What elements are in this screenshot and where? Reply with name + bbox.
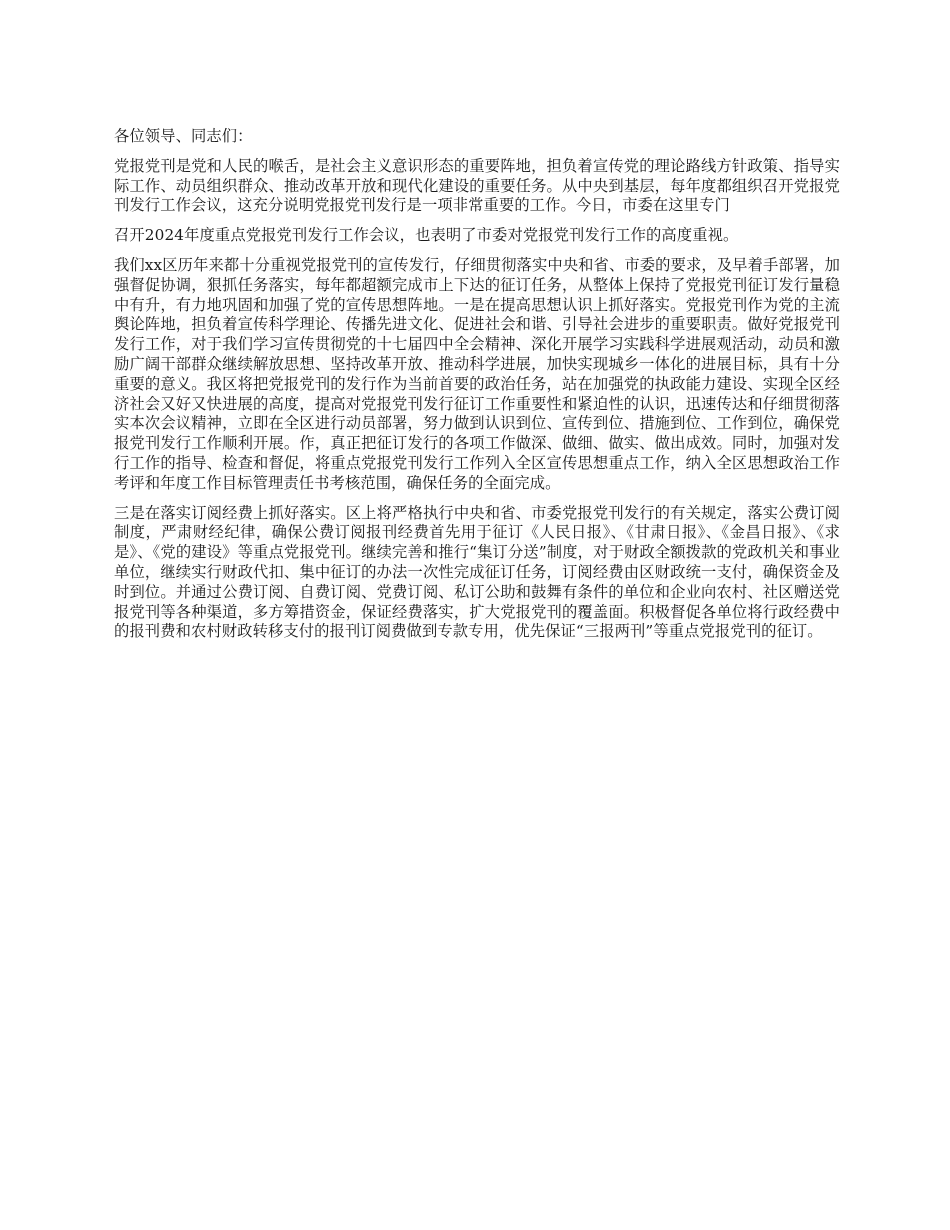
paragraph-funding: 三是在落实订阅经费上抓好落实。区上将严格执行中央和省、市委党报党刊发行的有关规定，落实公费订阅制度，严肃财经纪律，确保公费订阅报刊经费首先用于征订《人民日报》、《甘肃日报》、《金昌日报》、《求是》、《党的建设》等重点党报党刊。继续完善和推行“集订分送”制度，对于财政全额拨款的党政机关和事业单位，继续实行财政代扣、集中征订的办法一次性完成征订任务，订阅经费由区财政统一支付，确保资金及时到位。并通过公费订阅、自费订阅、党费订阅、私订公助和鼓舞有条件的单位和企业向农村、社区赠送党报党刊等各种渠道，多方筹措资金，保证经费落实，扩大党报党刊的覆盖面。积极督促各单位将行政经费中的报刊费和农村财政转移支付的报刊订阅费做到专款专用，优先保证“三报两刊”等重点党报党刊的征订。 xyxy=(114,503,840,641)
document-page xyxy=(114,127,840,652)
paragraph-meeting: 召开2024年度重点党报党刊发行工作会议，也表明了市委对党报党刊发行工作的高度重视。 xyxy=(114,226,739,245)
paragraph-intro: 党报党刊是党和人民的喉舌，是社会主义意识形态的重要阵地，担负着宣传党的理论路线方针政策、指导实际工作、动员组织群众、推动改革开放和现代化建设的重要任务。从中央到基层，每年度都组织召开党报党刊发行工作会议，这充分说明党报党刊发行是一项非常重要的工作。今日，市委在这里专门 xyxy=(114,156,840,215)
paragraph-district: 我们xx区历年来都十分重视党报党刊的宣传发行，仔细贯彻落实中央和省、市委的要求，及早着手部署，加强督促协调，狠抓任务落实，每年都超额完成市上下达的征订任务，从整体上保持了党报党刊征订发行量稳中有升，有力地巩固和加强了党的宣传思想阵地。一是在提高思想认识上抓好落实。党报党刊作为党的主流舆论阵地，担负着宣传科学理论、传播先进文化、促进社会和谐、引导社会进步的重要职责。做好党报党刊发行工作，对于我们学习宣传贯彻党的十七届四中全会精神、深化开展学习实践科学进展观活动，动员和激励广阔干部群众继续解放思想、坚持改革开放、推动科学进展，加快实现城乡一体化的进展目标，具有十分重要的意义。我区将把党报党刊的发行作为当前首要的政治任务，站在加强党的执政能力建设、实现全区经济社会又好又快进展的高度，提高对党报党刊发行征订工作重要性和紧迫性的认识，迅速传达和仔细贯彻落实本次会议精神，立即在全区进行动员部署，努力做到认识到位、宣传到位、措施到位、工作到位，确保党报党刊发行工作顺利开展。作，真正把征订发行的各项工作做深、做细、做实、做出成效。同时，加强对发行工作的指导、检查和督促，将重点党报党刊发行工作列入全区宣传思想重点工作，纳入全区思想政治工作考评和年度工作目标管理责任书考核范围，确保任务的全面完成。 xyxy=(114,255,840,492)
greeting-line: 各位领导、同志们： xyxy=(114,127,253,145)
